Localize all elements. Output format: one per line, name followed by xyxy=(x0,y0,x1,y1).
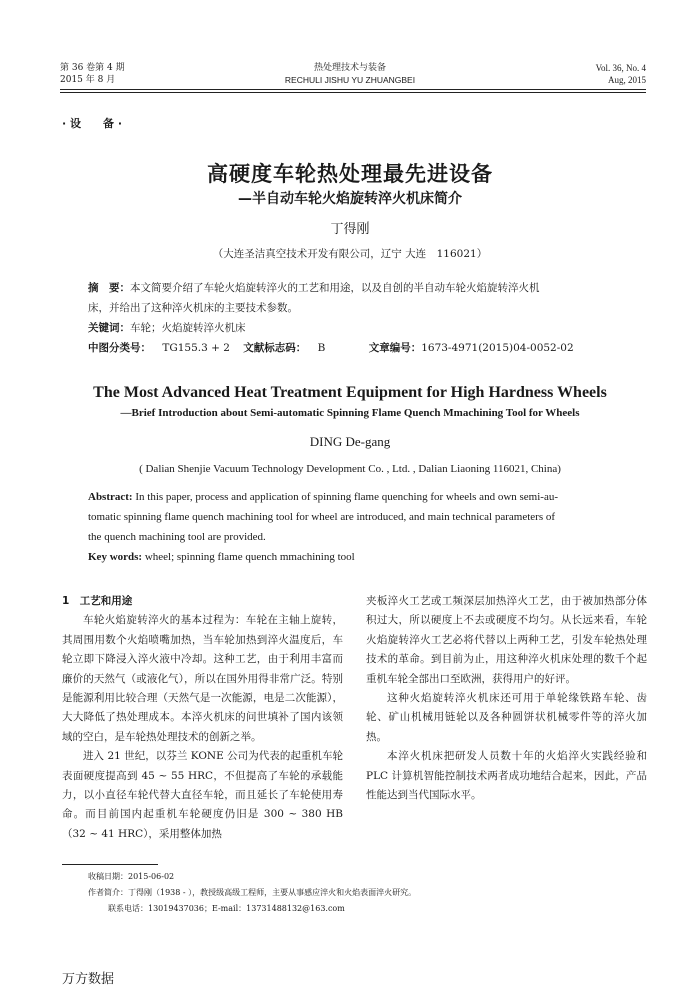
article-no-label: 文章编号： xyxy=(368,342,422,354)
header-month: Aug, 2015 xyxy=(608,75,646,85)
footnotes xyxy=(88,869,648,917)
affiliation-cn: （大连圣洁真空技术开发有限公司，辽宁 大连 116021） xyxy=(212,248,488,260)
article-no-value: 1673-4971(2015)04-0052-02 xyxy=(421,342,574,354)
header-date: 2015 年 8 月 xyxy=(60,75,116,85)
footnote-rule xyxy=(62,864,158,865)
section-tag: · 设 备 · xyxy=(62,117,123,130)
abstract-cn xyxy=(88,278,648,358)
header-vol-no: Vol. 36, No. 4 xyxy=(595,63,646,73)
keywords-en-text: wheel; spinning flame quench mmachining tool xyxy=(142,551,355,563)
subtitle-cn: —半自动车轮火焰旋转淬火机床简介 xyxy=(238,191,462,207)
affiliation-en: ( Dalian Shenjie Vacuum Technology Development Co. , Ltd. , Dalian Liaoning 116021, China) xyxy=(139,463,561,475)
clc-label: 中图分类号： xyxy=(88,342,151,354)
abstract-en-line2: tomatic spinning flame quench machining tool for wheel are introduced, and main technical parameters of xyxy=(88,511,556,523)
classification-line xyxy=(88,338,648,358)
abstract-en-line3: the quench machining tool are provided. xyxy=(88,531,266,543)
abstract-cn-line2: 床，并给出了这种淬火机床的主要技术参数。 xyxy=(88,302,298,314)
keywords-en-label: Key words: xyxy=(88,551,143,563)
header-journal-cn: 热处理技术与装备 xyxy=(313,63,386,73)
abstract-en-text1: In this paper, process and application of spinning flame quenching for wheels and own semi-au- xyxy=(132,491,558,503)
header-rule-bottom xyxy=(60,92,646,93)
abstract-en-line1 xyxy=(88,487,653,507)
clc-value: TG155.3 + 2 xyxy=(162,342,230,354)
keywords-cn xyxy=(88,318,648,338)
keywords-cn-text: 车轮；火焰旋转淬火机床 xyxy=(130,322,246,334)
body-left-para-1: 车轮火焰旋转淬火的基本过程为：车轮在主轴上旋转，其周围用数个火焰喷嘴加热，当车轮加热到淬火温度后，车轮立即下降浸入淬火液中冷却。这种工艺，由于利用丰富而廉价的天然气（或液化气），所以在国外用得非常广泛。特别是能源利用比较合理（天然气是一次能源，电是二次能源），大大降低了热处理成本。本淬火机床的问世填补了国内该领域的空白，是车轮热处理技术的创新之举。 xyxy=(62,614,343,743)
author-cn: 丁得刚 xyxy=(330,222,370,237)
abstract-cn-line1 xyxy=(88,278,648,298)
title-en: The Most Advanced Heat Treatment Equipment for High Hardness Wheels xyxy=(93,384,607,401)
author-en: DING De-gang xyxy=(309,434,391,449)
body-right-para-3: 本淬火机床把研发人员数十年的火焰淬火实践经验和 PLC 计算机智能控制技术两者成功地结合起来，因此，产品性能达到当代国际水平。 xyxy=(366,750,647,802)
body-left-para-2: 进入 21 世纪，以芬兰 KONE 公司为代表的起重机车轮表面硬度提高到 45 ~ 55 HRC，不但提高了车轮的承载能力，以小直径车轮代替大直径车轮，而且延长了车轮使用寿命。而目前国内起重机车轮硬度仍旧是 300 ~ 380 HB（32 ~ 41 HRC），采用整体加热 xyxy=(62,750,343,840)
abstract-en-label: Abstract: xyxy=(88,491,133,503)
header-journal-pinyin: RECHULI JISHU YU ZHUANGBEI xyxy=(284,75,416,85)
title-cn: 高硬度车轮热处理最先进设备 xyxy=(207,162,493,186)
abstract-en xyxy=(88,487,653,567)
body-left-column xyxy=(62,592,343,844)
keywords-en xyxy=(88,547,653,567)
header-rule-top xyxy=(60,89,646,90)
body-right-para-1: 夹板淬火工艺或工频深层加热淬火工艺，由于被加热部分体积过大，所以硬度上不去或硬度不均匀。从长远来看，车轮火焰旋转淬火工艺必将代替以上两种工艺，引发车轮热处理技术的革命。到目前为止，用这种淬火机床处理的数千个起重机车轮全部出口至欧洲，获得用户的好评。 xyxy=(366,595,647,685)
body-right-column xyxy=(366,592,647,805)
watermark: 万方数据 xyxy=(62,972,115,987)
footnote-contact: 联系电话：13019437036；E-mail：13731488132@163.com xyxy=(108,904,345,913)
subtitle-en: —Brief Introduction about Semi-automatic Spinning Flame Quench Mmachining Tool for Wheels xyxy=(120,407,580,419)
abstract-cn-label: 摘 要： xyxy=(88,282,130,294)
doc-code-label: 文献标志码： xyxy=(243,342,307,354)
section-1-heading: 1 工艺和用途 xyxy=(62,595,133,607)
body-right-para-2: 这种火焰旋转淬火机床还可用于单轮缘铁路车轮、齿轮、矿山机械用链轮以及各种圆饼状机械零件等的淬火加热。 xyxy=(366,692,647,743)
keywords-cn-label: 关键词： xyxy=(88,322,130,334)
footnote-author-intro: 作者简介：丁得刚（1938 - ），教授级高级工程师，主要从事感应淬火和火焰表面淬火研究。 xyxy=(88,888,417,897)
header-volume-issue: 第 36 卷第 4 期 xyxy=(60,63,125,73)
footnote-received: 收稿日期：2015-06-02 xyxy=(88,872,175,881)
abstract-cn-text1: 本文简要介绍了车轮火焰旋转淬火的工艺和用途，以及自创的半自动车轮火焰旋转淬火机 xyxy=(130,282,540,294)
header-volume-en xyxy=(596,62,646,86)
doc-code-value: B xyxy=(317,342,326,354)
